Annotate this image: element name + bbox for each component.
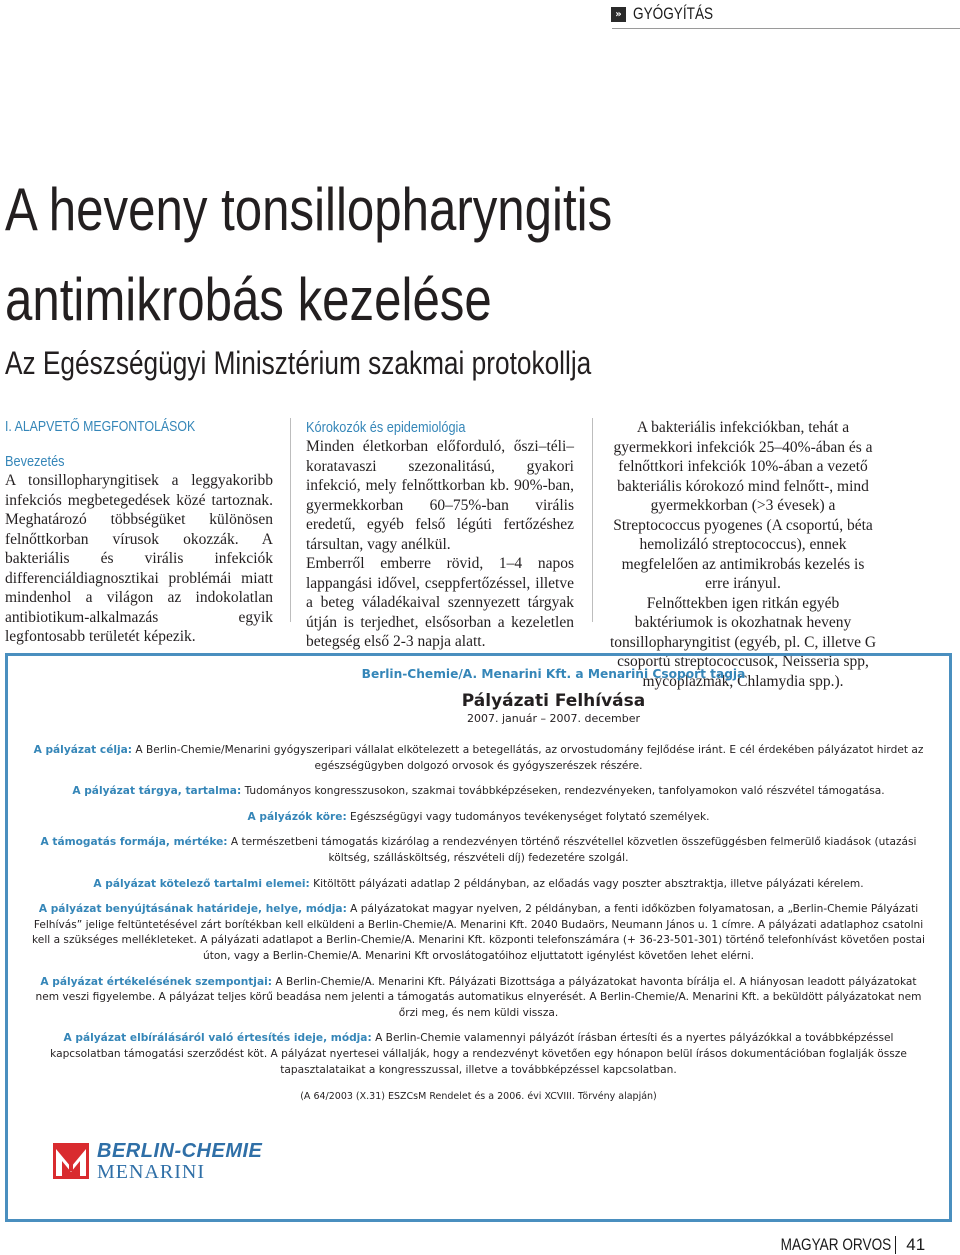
logo-text xyxy=(97,1140,262,1182)
ad-paragraph-required-content xyxy=(28,877,929,893)
ad-paragraph-evaluation xyxy=(28,975,929,1022)
column-divider xyxy=(290,418,291,622)
column-divider xyxy=(592,418,593,622)
ad-text: A természetbeni támogatás kizárólag a rendezvényen történő részvétellel közvetlen összefüggésben felmerülő kiadások (utazási költség, szállásköltség, részvételi díj) fedezetére szolgál. xyxy=(227,836,917,864)
ad-paragraph-purpose xyxy=(28,743,929,774)
menarini-m-logo-icon xyxy=(53,1143,89,1179)
ad-label: A pályázat értékelésének szempontjai: xyxy=(40,975,272,988)
advertisement-box xyxy=(5,653,952,1222)
column-3-body-2: Felnőttekben igen ritkán egyéb baktériumok is okozhatnak heveny tonsillopharyngitist (egyéb, pl. C, illetve G csoportú streptococcusok, Neisseria spp, mycoplazmák, Chlamydia spp.). xyxy=(609,594,877,690)
column-2-body-2: Emberről emberre rövid, 1–4 napos lappangási idővel, cseppfertőzéssel, illetve a beteg váladékaival szennyezett tárgyak útján is terjedhet, elsősorban a kezeletlen betegség első 2-3 napja alatt. xyxy=(306,555,574,650)
ad-text: A Berlin-Chemie/Menarini gyógyszeripari vállalat elkötelezett a betegellátás, az orvostudomány fejlődése iránt. E cél érdekében pályázatot hirdet az egészségügyben dolgozó orvosok és gyógyszerészek részére. xyxy=(132,744,924,772)
article-column-2 xyxy=(306,418,574,652)
ad-paragraph-support-form xyxy=(28,835,929,866)
chevron-right-icon: » xyxy=(611,7,626,22)
article-title-line-2: antimikrobás kezelése xyxy=(5,266,492,333)
article-subtitle: Az Egészségügyi Minisztérium szakmai protokollja xyxy=(5,345,592,381)
footer-divider xyxy=(895,1236,896,1254)
ad-text: Kitöltött pályázati adatlap 2 példányban, az előadás vagy poszter absztraktja, illetve pályázati kérelem. xyxy=(309,877,864,890)
ad-label: A támogatás formája, mértéke: xyxy=(40,836,228,849)
ad-dates: 2007. január – 2007. december xyxy=(466,712,641,725)
header-rule xyxy=(612,28,960,29)
ad-company: Berlin-Chemie/A. Menarini Kft. a Menarini Csoport tagja xyxy=(361,667,746,681)
ad-label: A pályázat benyújtásának határideje, helye, módja: xyxy=(38,903,347,916)
article-column-3 xyxy=(608,418,878,691)
ad-title: Pályázati Felhívása xyxy=(461,691,646,711)
subheading-pathogens: Kórokozók és epidemiológia xyxy=(306,419,466,436)
logo-line-1: BERLIN-CHEMIE xyxy=(97,1140,263,1162)
column-2-body-1: Minden életkorban előforduló, őszi–téli–koratavaszi szezonalitású, gyakori infekció, mely felnőttkorban kb. 90%-ban, gyermekkorban 60–75%-ban virális eredetű, egyéb felső légúti fertőzéshez társultan, vagy anélkül. xyxy=(306,438,574,553)
column-1-body: A tonsillopharyngitisek a leggyakoribb infekciós megbetegedések közé tartoznak. Meghatározó többségüket különösen felnőttkorban vírusok okozzák. A bakteriális és virális infekciók differenciáldiagnosztikai problémái miatt mindenhol a világon az indokolatlan antibiotikum-alkalmazás egyik legfontosabb területét képezik. xyxy=(5,472,273,645)
column-3-body-1: A bakteriális infekciókban, tehát a gyermekkori infekciók 25–40%-ában és a felnőttkori infekciók 10%-ában a vezető bakteriális kórokozó mind felnőtt-, mind gyermekkorban (>3 évesek) a Streptococcus pyogenes (A csoportú, béta hemolizáló streptococcus), ennek megfelelően az antimikrobás kezelés is erre irányul. xyxy=(613,419,873,592)
subheading-introduction: Bevezetés xyxy=(5,453,65,470)
berlin-chemie-menarini-logo xyxy=(53,1140,262,1182)
ad-label: A pályázat tárgya, tartalma: xyxy=(72,785,242,798)
ad-legal-note: (A 64/2003 (X.31) ESZCsM Rendelet és a 2006. évi XCVIII. Törvény alapján) xyxy=(300,1091,657,1103)
ad-label: A pályázat kötelező tartalmi elemei: xyxy=(93,877,310,890)
ad-text: A pályázatokat magyar nyelven, 2 példányban, a fenti időközben folyamatosan, a „Berlin-Chemie Pályázati Felhívás” jelige feltüntetésével zárt borítékban kell elküldeni a Berlin-Chemie/A. Menarini Kft. 2040 Budaörs, Neumann János u. 1 címre. A pályázati adatlaphoz csatolni kell a szükséges mellékleteket. A pályázati adatlapot a Berlin-Chemie/A. Menarini Kft. központi telefonszámára (+ 36-23-501-301) történő telefonhívást követően postai úton, vagy a Berlin-Chemie/A. Menarini Kft orvoslátogatóihoz eljuttatott igénylést követően lehet elérni. xyxy=(32,903,925,962)
section-heading: I. ALAPVETŐ MEGFONTOLÁSOK xyxy=(5,419,196,435)
ad-label: A pályázók köre: xyxy=(247,810,347,823)
page-number: 41 xyxy=(906,1235,926,1254)
ad-text: Egészségügyi vagy tudományos tevékenységet folytató személyek. xyxy=(346,810,710,823)
page-footer xyxy=(753,1235,925,1255)
article-column-1 xyxy=(5,418,273,647)
ad-paragraph-subject xyxy=(28,784,929,800)
ad-paragraph-submission xyxy=(28,902,929,964)
ad-paragraph-applicants xyxy=(28,810,929,826)
ad-text: A Berlin-Chemie/A. Menarini Kft. Pályázati Bizottsága a pályázatokat havonta bírálja el. A hiányosan leadott pályázatokat nem veszi figyelembe. A pályázat teljes körű beadása nem jelenti a támogatás automatikus elnyerését. A Berlin-Chemie/A. Menarini Kft. a beküldött pályázatokat nem őrzi meg, és nem küldi vissza. xyxy=(35,975,922,1019)
section-tag xyxy=(611,4,733,24)
article-title xyxy=(5,165,612,345)
ad-text: Tudományos kongresszusokon, szakmai továbbképzéseken, rendezvényeken, tanfolyamokon való részvétel támogatása. xyxy=(241,785,885,798)
section-label: GYÓGYÍTÁS xyxy=(633,4,714,23)
advertisement-content xyxy=(8,666,949,1104)
article-title-line-1: A heveny tonsillopharyngitis xyxy=(5,176,613,243)
ad-label: A pályázat elbírálásáról való értesítés ideje, módja: xyxy=(63,1032,372,1045)
ad-text: A Berlin-Chemie valamennyi pályázót írásban értesíti és a nyertes pályázókkal a továbbképzéssel kapcsolatban támogatási szerződést köt. A pályázat nyertesei vállalják, hogy a rendezvényt követően egy hónapon belül írásos dokumentációban foglalják össze tapasztalataikat a kongresszussal, illetve a továbbképzéssel kapcsolatban. xyxy=(50,1032,907,1076)
logo-line-2: MENARINI xyxy=(97,1161,205,1183)
ad-paragraph-notification xyxy=(28,1031,929,1078)
ad-label: A pályázat célja: xyxy=(33,744,133,756)
magazine-name: MAGYAR ORVOS xyxy=(780,1235,892,1254)
